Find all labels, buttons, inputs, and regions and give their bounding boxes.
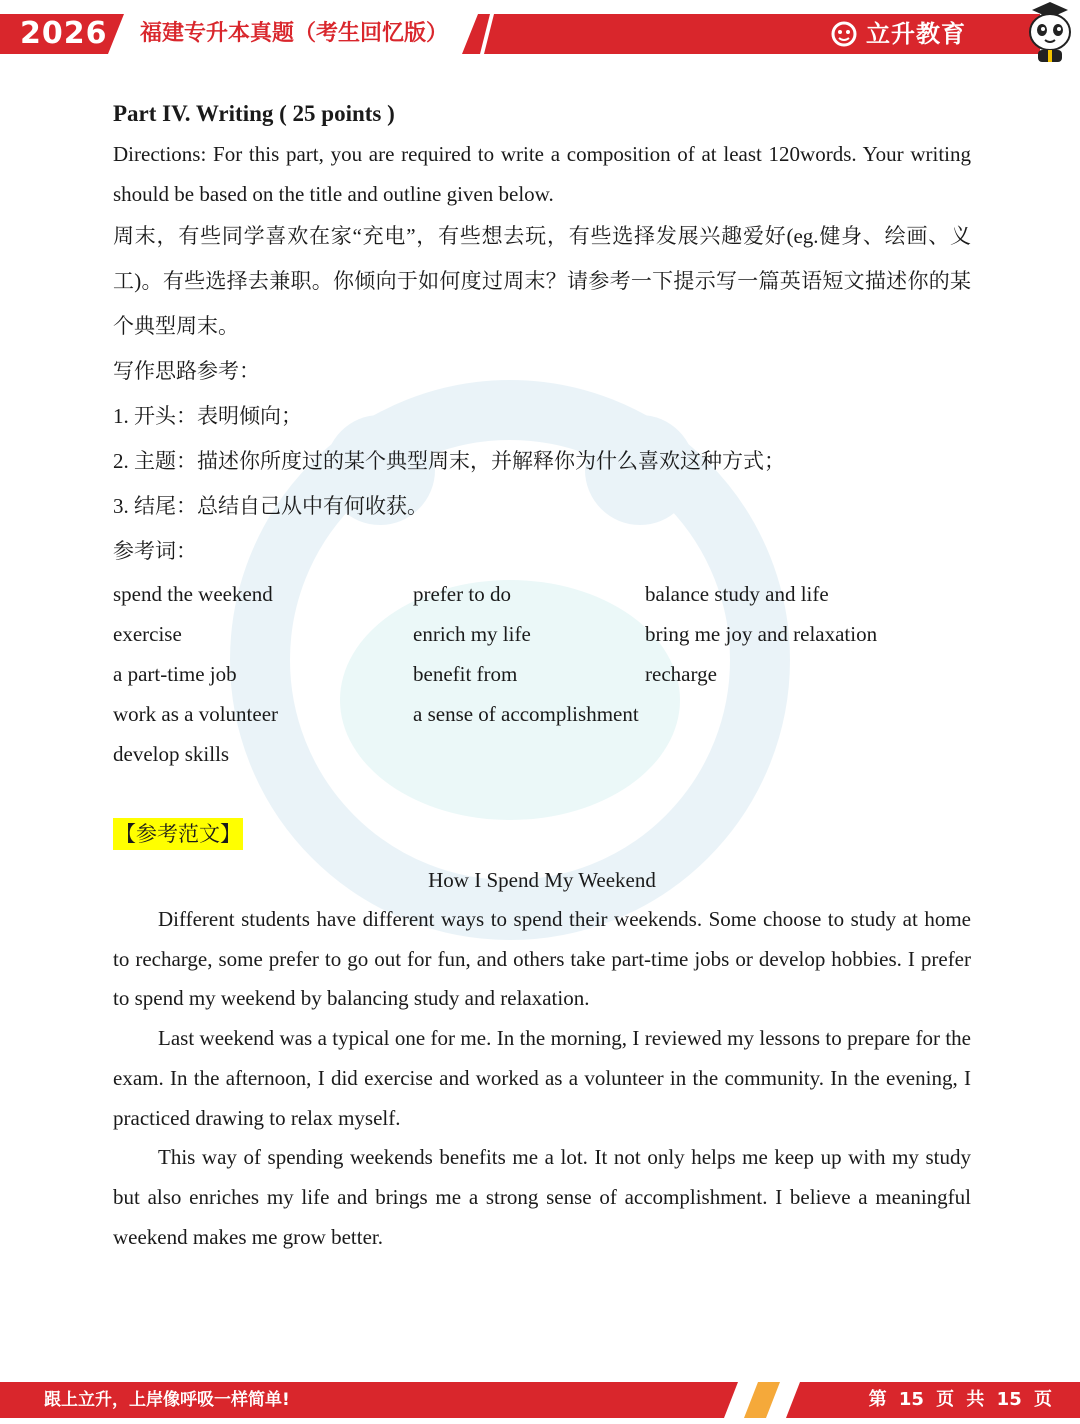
vocab-word: a sense of accomplishment bbox=[413, 702, 639, 726]
vocab-word: enrich my life bbox=[413, 622, 531, 646]
vocab-word: exercise bbox=[113, 622, 182, 646]
prompt-chinese: 周末，有些同学喜欢在家“充电”，有些想去玩，有些选择发展兴趣爱好(eg.健身、绘画、义工)。有些选择去兼职。你倾向于如何度过周末？请参考一下提示写一篇英语短文描述你的某个典型周末。 bbox=[113, 224, 971, 338]
mascot-icon bbox=[1020, 0, 1080, 66]
main-content bbox=[113, 94, 971, 1257]
outline-heading: 写作思路参考： bbox=[113, 359, 260, 383]
vocab-word: a part-time job bbox=[113, 662, 237, 686]
vocab-word: prefer to do bbox=[413, 582, 511, 606]
vocab-word: recharge bbox=[645, 662, 717, 686]
vocab-grid bbox=[113, 574, 971, 774]
essay-paragraph: Different students have different ways to spend their weekends. Some choose to study at home to recharge, some prefer to go out for fun, and others take part-time jobs or develop hobbies. I prefer to spend my weekend by balancing study and relaxation. bbox=[113, 907, 971, 1011]
page-header bbox=[0, 0, 1080, 70]
outline-item: 3. 结尾：总结自己从中有何收获。 bbox=[113, 494, 428, 518]
footer-slogan: 跟上立升，上岸像呼吸一样简单! bbox=[44, 1390, 290, 1410]
outline-item: 1. 开头：表明倾向； bbox=[113, 404, 302, 428]
essay-paragraph: This way of spending weekends benefits me a lot. It not only helps me keep up with my study but also enriches my life and brings me a strong sense of accomplishment. I believe a meaningful weekend makes me grow better. bbox=[113, 1145, 971, 1249]
vocab-word: develop skills bbox=[113, 742, 230, 766]
vocab-word: work as a volunteer bbox=[113, 702, 279, 726]
vocab-word: benefit from bbox=[413, 662, 518, 686]
vocab-word: spend the weekend bbox=[113, 582, 273, 606]
header-year: 2026 bbox=[20, 16, 108, 51]
page-number: 第 15 页 共 15 页 bbox=[868, 1389, 1052, 1410]
vocab-word: bring me joy and relaxation bbox=[645, 622, 878, 646]
header-brand: 立升教育 bbox=[866, 20, 966, 48]
header-title: 福建专升本真题（考生回忆版） bbox=[140, 21, 449, 46]
page-footer bbox=[0, 1382, 1080, 1418]
reference-essay-label: 【参考范文】 bbox=[113, 818, 243, 850]
directions-text: Directions: For this part, you are required to write a composition of at least 120words. Your writing should be based on the title and outline given below. bbox=[113, 142, 971, 206]
essay-body bbox=[113, 900, 971, 1257]
vocab-heading: 参考词： bbox=[113, 539, 197, 563]
essay-paragraph: Last weekend was a typical one for me. In the morning, I reviewed my lessons to prepare for the exam. In the afternoon, I did exercise and worked as a volunteer in the community. In the evening, I practiced drawing to relax myself. bbox=[113, 1026, 971, 1130]
brand-logo-icon bbox=[830, 20, 858, 48]
essay-title: How I Spend My Weekend bbox=[428, 868, 656, 892]
outline-item: 2. 主题：描述你所度过的某个典型周末，并解释你为什么喜欢这种方式； bbox=[113, 449, 785, 473]
footer-gold-stripe bbox=[744, 1382, 780, 1418]
section-title: Part IV. Writing ( 25 points ) bbox=[113, 101, 395, 126]
vocab-word: balance study and life bbox=[645, 582, 829, 606]
